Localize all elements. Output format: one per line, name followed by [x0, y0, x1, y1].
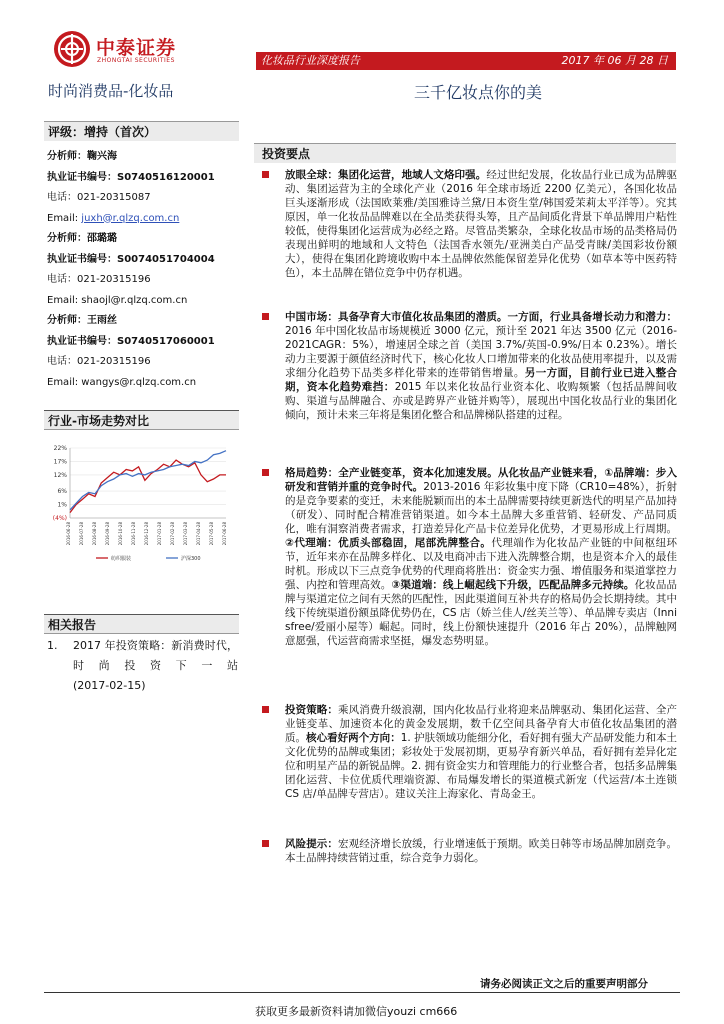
- text-run: 2015 年以来化妆品行业资本化、收购频繁（包括品牌间收购、渠道与品牌融合、亦或是跨界产业链并购等），展现出中国化妆品行业的集团化倾向，预计未来三年将是集团化整合和品牌梯队搭建的过程。: [285, 381, 678, 421]
- bold-run: 放眼全球：集团化运营，地域人文烙印强。: [285, 169, 487, 181]
- related-report-number: 1.: [47, 639, 58, 652]
- analyst-cert: 执业证书编号：S0740517060001: [47, 335, 215, 347]
- legend-label: 纺织服装: [111, 556, 132, 562]
- legend-label: 沪深300: [181, 556, 201, 562]
- company-logo: [54, 31, 214, 71]
- x-tick-label: 2017-01-28: [157, 522, 162, 546]
- x-tick-label: 2016-07-28: [79, 522, 84, 546]
- industry-category: 时尚消费品-化妆品: [48, 82, 174, 100]
- related-section-title: 相关报告: [44, 614, 239, 634]
- paragraph-body: [285, 310, 677, 422]
- analyst-cert: 执业证书编号：S0074051704004: [47, 253, 215, 265]
- x-tick-label: 2016-10-28: [118, 522, 123, 546]
- series-line-2: [70, 451, 226, 510]
- footer-divider: [44, 992, 680, 993]
- trend-section-title: 行业-市场走势对比: [44, 410, 239, 430]
- analyst-cert: 执业证书编号：S0740516120001: [47, 171, 215, 183]
- x-tick-label: 2017-04-28: [196, 522, 201, 546]
- logo-subtext: ZHONGTAI SECURITIES: [97, 57, 175, 64]
- paragraph-body: [285, 837, 677, 865]
- y-tick-label: 12%: [53, 471, 67, 479]
- text-run: 代理端作为化妆品产业链的中间枢纽环节，近年来亦在品牌多样化、以及电商冲击下进入洗牌整合期，也是资本介入的最佳时机。形成以下三点竞争优势的代理商将胜出：资金实力强、增值服务和渠道掌控力强、内控和管理高效。: [285, 537, 678, 591]
- analyst-name: 分析师：邵璐璐: [47, 233, 117, 244]
- text-run: 2016 年中国化妆品市场规模近 3000 亿元，预计至 2021 年达 3500 亿元（2016-2021CAGR：5%），增速居全球之首（美国 3.7%/英国-0.9%/日本 0.23%）。增长动力主要源于颜值经济时代下，核心化妆人口增加带来的化妆品使用率提升，以及需求细分化趋势下品类多样化带来的连带销售增量。: [285, 325, 677, 379]
- bold-run: ③渠道端：线上崛起线下升级，匹配品牌多元持续。: [391, 579, 635, 591]
- bullet-icon: [262, 469, 269, 476]
- bold-run: 核心看好两个方向：: [306, 732, 401, 744]
- bullet-icon: [262, 706, 269, 713]
- analyst-email: shaojl@r.qlzq.com.cn: [81, 294, 188, 306]
- text-run: 化妆品品牌与渠道定位之间有天然的匹配性，因此渠道间互补共存的格局仍会长期持续。其中线下传统渠道份额虽降优势仍在，CS 店（娇兰佳人/丝芙兰等）、单品牌专卖店（Innisfree/爱丽小屋等）崛起。同时，线上份额快速提升（2016 年占 20%），品牌触网意愿强，代运营商需求坚挺，爆发态势明显。: [285, 579, 678, 647]
- x-tick-label: 2016-08-28: [92, 522, 97, 546]
- y-tick-label: 22%: [53, 445, 67, 452]
- x-tick-label: 2017-05-28: [209, 522, 214, 546]
- report-banner: [256, 52, 676, 70]
- analyst-email-row: [47, 373, 242, 394]
- bold-run: 中国市场：具备孕育大市值化妆品集团的潜质。一方面，行业具备增长动力和潜力：: [285, 311, 677, 323]
- analyst-email-link[interactable]: juxh@r.qlzq.com.cn: [81, 212, 180, 224]
- y-tick-label: 6%: [57, 488, 67, 496]
- text-run: 乘风消费升级浪潮，国内化妆品行业将迎来品牌驱动、集团化运营、全产业链变革、加速资本化的黄金发展期，数千亿空间具备孕育大市值化妆品集团的潜质。: [285, 704, 678, 744]
- logo-text: 中泰证券: [96, 37, 177, 59]
- analyst-phone: 电话：021-20315196: [47, 274, 151, 285]
- analyst-list: [47, 147, 242, 393]
- x-tick-label: 2017-06-28: [222, 522, 227, 546]
- analyst-email-row: [47, 291, 242, 312]
- x-tick-label: 2017-02-28: [170, 522, 175, 546]
- bullet-icon: [262, 171, 269, 178]
- analyst-name: 分析师：王雨丝: [47, 315, 117, 326]
- analyst-phone: 电话：021-20315087: [47, 192, 151, 203]
- footer-ad: 获取更多最新资料请加微信youzi cm666: [255, 1005, 458, 1018]
- report-date: 2017 年 06 月 28 日: [561, 54, 668, 67]
- text-run: 2013-2016 年彩妆集中度下降（CR10=48%），折射的是竞争要素的变迁，未来能脱颖而出的本土品牌需要持续更新迭代的明星产品加持（研发）、同时配合精准营销渠道。如今本土品牌大多重营销、轻研发、产品同质化，唯有洞察消费者需求，打造差异化产品卡位差异化优势，才更易形成上行周期。: [285, 481, 678, 535]
- bold-run: 投资策略：: [285, 704, 338, 716]
- invest-section-title: 投资要点: [254, 143, 676, 163]
- text-run: 宏观经济增长放缓，行业增速低于预期。欧美日韩等市场品牌加剧竞争。本土品牌持续营销过重，综合竞争力弱化。: [285, 838, 678, 864]
- analyst-email: wangys@r.qlzq.com.cn: [81, 376, 197, 388]
- text-run: 经过世纪发展，化妆品行业已成为品牌驱动、集团运营为主的全球化产业（2016 年全球市场近 2200 亿美元），各国化妆品巨头逐渐形成（法国欧莱雅/美国雅诗兰黛/日本资生堂/韩国爱茉莉太平洋等）。究其原因，单一化妆品品牌难以在全品类获得头筹，且产品间质化背景下单品牌用户粘性较低，使得集团化运营成为必经之路。尽管品类繁杂，全球化妆品市场的品类格局仍表现出鲜明的地域和人文特色（法国香水领先/亚洲美白产品受青睐/美国彩妆份额大），使得在集团化跨境收购中本土品牌依然能保留差异化优势（如草本等中医药特色），本土品牌在错位竞争中仍存机遇。: [285, 169, 678, 279]
- report-type: 化妆品行业深度报告: [261, 54, 360, 67]
- rating: 评级：增持（首次）: [44, 121, 239, 141]
- related-report-title: 2017 年投资策略：新消费时代，时尚投资下一站: [73, 639, 238, 672]
- logo-mark-icon: [54, 31, 90, 67]
- paragraph-body: [285, 703, 677, 801]
- bold-run: 另一方面，目前行业已进入整合期，资本化趋势难挡：: [285, 367, 678, 393]
- bold-run: 风险提示：: [285, 838, 338, 850]
- report-title: 三千亿妆点你的美: [414, 83, 543, 102]
- x-tick-label: 2016-09-28: [105, 522, 110, 546]
- x-tick-label: 2017-03-28: [183, 522, 188, 546]
- bold-run: 格局趋势：全产业链变革，资本化加速发展。从化妆品产业链来看，①品牌端：步入研发和营销并重的竞争时代。: [285, 467, 677, 493]
- bold-run: ②代理端：优质头部稳固，尾部洗牌整合。: [285, 537, 492, 549]
- paragraph-body: [285, 466, 677, 648]
- x-tick-label: 2016-12-28: [144, 522, 149, 546]
- trend-chart: [46, 440, 236, 570]
- x-tick-label: 2016-06-28: [66, 522, 71, 546]
- paragraph-body: [285, 168, 677, 280]
- y-tick-label: 1%: [57, 501, 67, 509]
- related-report-date: (2017-02-15): [73, 679, 146, 692]
- y-tick-label: 17%: [53, 458, 67, 466]
- bullet-icon: [262, 313, 269, 320]
- bullet-icon: [262, 840, 269, 847]
- email-label: Email:: [47, 294, 82, 306]
- email-label: Email:: [47, 376, 82, 388]
- analyst-name: 分析师：鞠兴海: [47, 151, 117, 162]
- analyst-email-row: [47, 209, 242, 230]
- analyst-phone: 电话：021-20315196: [47, 356, 151, 367]
- disclaimer-note: 请务必阅读正文之后的重要声明部分: [480, 978, 648, 990]
- y-tick-label: (4%): [52, 515, 67, 522]
- text-run: 1. 护肤领域功能细分化，看好拥有强大产品研发能力和本土文化优势的品牌或集团；彩妆处于发展初期，更易孕育新兴单品，看好拥有差异化定位和明星产品的新锐品牌。2. 拥有资金实力和管理能力的行业整合者，包括多品牌集团化运营、卡位优质代理端资源、布局爆发增长的渠道模式新宠（代运营/本土连锁 CS 店/单品牌专营店）。建议关注上海家化、青岛金王。: [285, 732, 678, 800]
- email-label: Email:: [47, 212, 82, 224]
- x-tick-label: 2016-11-28: [131, 522, 136, 546]
- trend-chart-svg: [46, 440, 236, 570]
